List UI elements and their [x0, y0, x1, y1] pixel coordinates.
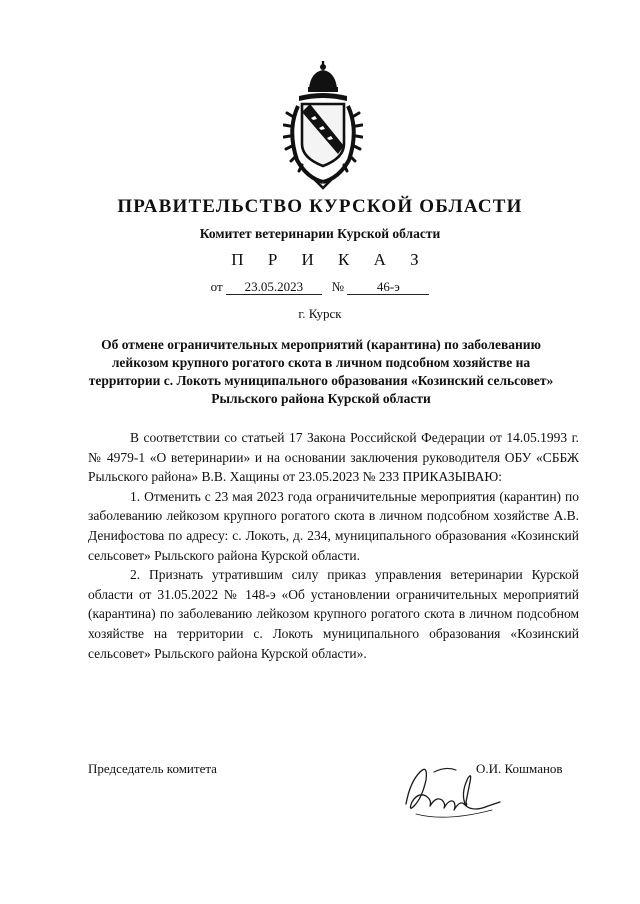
- number-sign: №: [331, 279, 345, 294]
- order-number: 46-э: [347, 279, 429, 295]
- city: г. Курск: [298, 306, 342, 321]
- order-subject: Об отмене ограничительных мероприятий (карантина) по заболеванию лейкозом крупного рогатого скота в личном подсобном хозяйстве на территории с. Локоть муниципального образования «Козинский сельсовет» Рыльского района Курской области: [88, 337, 554, 406]
- order-body: [88, 428, 579, 663]
- item-2-paragraph: 2. Признать утратившим силу приказ управления ветеринарии Курской области от 31.05.2022 № 148-э «Об установлении ограничительных мероприятий (карантина) по заболеванию лейкозом крупного рогатого скота в личном подсобном хозяйстве на территории с. Локоть муниципального образования «Козинский сельсовет» Рыльского района Курской области».: [88, 567, 579, 661]
- preamble-paragraph: В соответствии со статьей 17 Закона Российской Федерации от 14.05.1993 г. № 4979-1 «О ветеринарии» и на основании заключения руководителя ОБУ «СББЖ Рыльского района» В.В. Хащины от 23.05.2023 № 233 ПРИКАЗЫВАЮ:: [88, 430, 579, 485]
- date-number-line: [0, 279, 640, 295]
- signatory-position: Председатель комитета: [88, 761, 217, 776]
- document-type: П Р И К А З: [231, 250, 429, 269]
- kursk-coat-of-arms-icon: [283, 60, 363, 192]
- order-date: 23.05.2023: [226, 279, 322, 295]
- handwritten-signature-icon: [396, 742, 506, 832]
- date-prefix: от: [210, 279, 223, 294]
- government-title: ПРАВИТЕЛЬСТВО КУРСКОЙ ОБЛАСТИ: [117, 196, 523, 217]
- committee-name: Комитет ветеринарии Курской области: [199, 226, 441, 241]
- signatory-name: О.И. Кошманов: [476, 761, 563, 776]
- item-1-paragraph: 1. Отменить с 23 мая 2023 года ограничительные мероприятия (карантин) по заболеванию лейкозом крупного рогатого скота в личном подсобном хозяйстве А.В. Денифостова по адресу: с. Локоть, д. 234, муниципального образования «Козинский сельсовет» Рыльского района Курской области.: [88, 488, 579, 563]
